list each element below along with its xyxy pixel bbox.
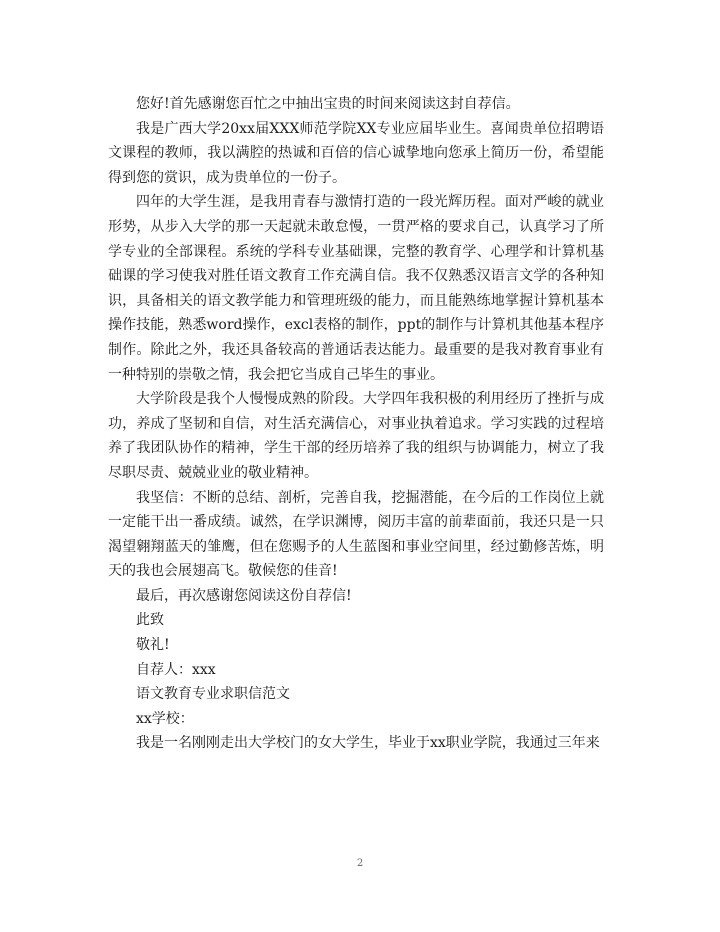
second-letter-paragraph: 我是一名刚刚走出大学校门的女大学生，毕业于xx职业学院，我通过三年来: [136, 735, 600, 752]
closing-salutation: 此致: [136, 612, 164, 629]
greeting-paragraph: 您好!首先感谢您百忙之中抽出宝贵的时间来阅读这封自荐信。: [136, 96, 520, 112]
recipient-line: xx学校：: [136, 710, 194, 727]
university-life-paragraph: 四年的大学生涯，是我用青春与激情打造的一段光辉历程。面对严峻的就业形势，从步入大学的那一天起就未敢怠慢，一贯严格的要求自己，认真学习了所学专业的全部课程。系统的学科专业基础课，完整的教育学、心理学和计算机基础课的学习使我对胜任语文教育工作充满自信。我不仅熟悉汉语言文学的各种知识，具备相关的语文教学能力和管理班级的能力，而且能熟练地掌握计算机基本操作技能，熟悉word操作，excl表格的制作，ppt的制作与计算机其他基本程序制作。除此之外，我还具备较高的普通话表达能力。最重要的是我对教育事业有一种特别的崇敬之情，我会把它当成自己毕生的事业。: [108, 194, 604, 383]
growth-paragraph: 大学阶段是我个人慢慢成熟的阶段。大学四年我积极的利用经历了挫折与成功，养成了坚韧和自信，对生活充满信心，对事业执着追求。学习实践的过程培养了我团队协作的精神，学生干部的经历培养了我的组织与协调能力，树立了我尽职尽责、兢兢业业的敬业精神。: [108, 391, 604, 481]
conviction-paragraph: 我坚信：不断的总结、剖析，完善自我，挖掘潜能，在今后的工作岗位上就一定能干出一番成绩。诚然，在学识渊博，阅历丰富的前辈面前，我还只是一只渴望翱翔蓝天的雏鹰，但在您赐予的人生蓝图和事业空间里，经过勤修苦炼，明天的我也会展翅高飞。敬候您的佳音!: [108, 489, 604, 580]
section-heading: 语文教育专业求职信范文: [136, 686, 290, 703]
document-body: [108, 92, 604, 756]
thanks-paragraph: 最后，再次感谢您阅读这份自荐信!: [136, 587, 352, 604]
page-number: 2: [356, 858, 364, 869]
closing-regards: 敬礼!: [136, 637, 170, 654]
signature-line: 自荐人：xxx: [136, 661, 216, 678]
introduction-paragraph: 我是广西大学20xx届XXX师范学院XX专业应届毕业生。喜闻贵单位招聘语文课程的教师，我以满腔的热诚和百倍的信心诚挚地向您承上简历一份，希望能得到您的赏识，成为贵单位的一份子。: [108, 120, 604, 186]
